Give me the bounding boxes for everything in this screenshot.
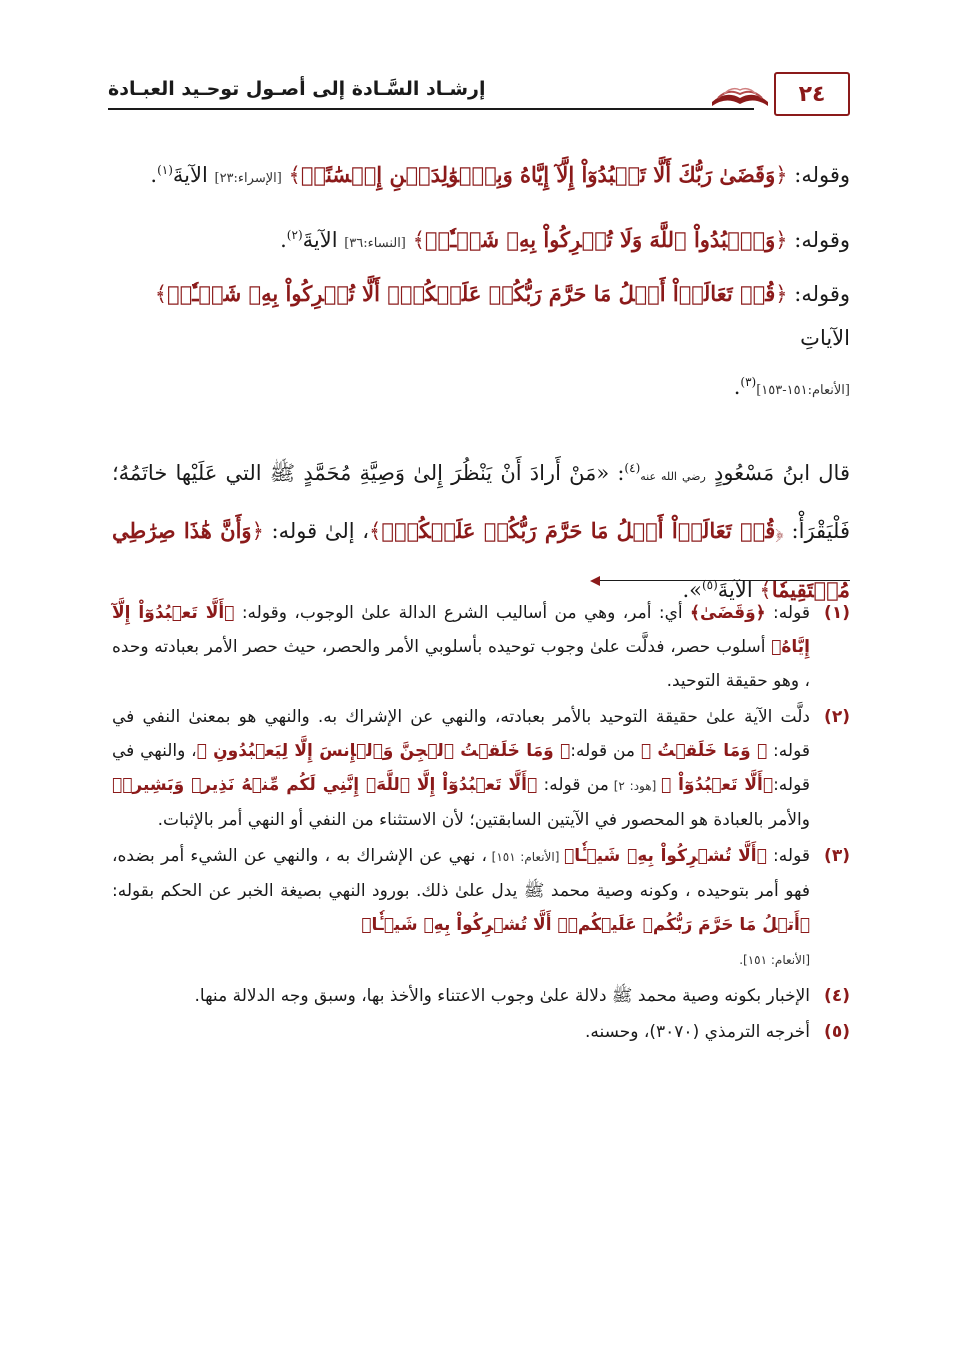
quran-text: ﴿أَلَّا تَعۡبُدُوٓاْ ﴾ bbox=[661, 775, 774, 795]
quran-open-bracket: ﴿ bbox=[775, 163, 788, 187]
fn-text: من قوله: bbox=[570, 741, 641, 761]
honorific: رضي الله عنه bbox=[640, 470, 706, 483]
quran-close-bracket: ﴾ bbox=[369, 519, 382, 543]
verse-reference: [الأنعام: ١٥١]. bbox=[739, 953, 810, 967]
fn-text: والأمر بالعبادة هو المحصور في الآيتين السابقتين؛ لأن الاستثناء من النفي أو النهي أمر بالإثبات. bbox=[157, 810, 810, 830]
honorific: ﷺ bbox=[269, 461, 296, 485]
verse-intro: وقوله: bbox=[787, 163, 850, 187]
footnote-number: (٥) bbox=[824, 1022, 850, 1042]
fn-text: دلالة علىٰ وجوب الاعتناء والأخذ بها، وسبق وجه الدلالة منها. bbox=[194, 986, 612, 1006]
para-text: ، إلىٰ قوله: bbox=[263, 519, 370, 543]
page-header bbox=[108, 70, 850, 116]
fn-text: أي: أمر، وهي من أساليب الشرع الدالة علىٰ الوجوب، وقوله: bbox=[234, 603, 691, 623]
quran-text: ﴿أَلَّا تُشۡرِكُواْ بِهِۦ شَيۡـٔٗا﴾ bbox=[564, 846, 767, 866]
quran-open-bracket: ﴿ bbox=[775, 282, 788, 306]
footnote-number: (١) bbox=[824, 603, 850, 623]
ibn-masud-paragraph bbox=[112, 441, 850, 617]
fn-text: الإخبار بكونه وصية محمد bbox=[632, 986, 810, 1006]
quran-close-bracket: ﴾ bbox=[412, 228, 425, 252]
quran-text: ﴿أَلَّا تَعۡبُدُوٓاْ إِلَّآ إِيَّاهُ﴾ bbox=[112, 603, 810, 657]
separator-arrow-icon bbox=[590, 576, 600, 586]
quran-text: ﴿وَقَضَىٰ﴾ bbox=[690, 603, 766, 623]
footnote-separator bbox=[590, 576, 850, 586]
fn-text: أخرجه الترمذي (٣٠٧٠)، وحسنه. bbox=[584, 1022, 810, 1042]
header-rule bbox=[108, 108, 754, 110]
open-book-icon bbox=[708, 80, 772, 110]
verse-tail: الآيةَ bbox=[172, 163, 215, 187]
para-text: : «مَنْ أَرادَ أَنْ يَنْظُرَ إِلىٰ وَصِيَّةِ مُحَمَّدٍ bbox=[295, 461, 625, 485]
para-text: التي عَلَيْها خاتَمُهُ؛ فَلْيَقْرَأْ: bbox=[112, 461, 851, 543]
verse-end: . bbox=[733, 375, 741, 399]
fn-text: ، والنهي في قوله: bbox=[112, 741, 810, 795]
main-text bbox=[112, 142, 850, 617]
footnote-number: (٤) bbox=[824, 986, 850, 1006]
honorific: ﷺ bbox=[523, 881, 545, 901]
separator-line bbox=[598, 580, 850, 581]
footnote-5 bbox=[112, 1015, 850, 1049]
footnote-marker: (٣) bbox=[740, 375, 757, 389]
quran-close-bracket: ﴾ bbox=[759, 578, 772, 602]
verse-intro: وقوله: bbox=[787, 228, 850, 252]
footnote-2 bbox=[112, 700, 850, 837]
fn-text: ، نهي عن الإشراك به ، والنهي عن الشيء أمر بضده، فهو أمر بتوحيده ، وكونه وصية محمد bbox=[112, 846, 810, 901]
verse-tail: الآيةَ bbox=[302, 228, 345, 252]
verse-end: . bbox=[280, 228, 287, 252]
para-text: ». bbox=[682, 578, 702, 602]
footnote-marker: (١) bbox=[157, 163, 173, 177]
footnotes bbox=[112, 596, 850, 1051]
footnote-marker: (٤) bbox=[624, 461, 641, 475]
verse-end: . bbox=[150, 163, 158, 187]
fn-text: أسلوب حصر، فدلَّت علىٰ وجوب توحيده بأسلوبي الأمر والحصر، حيث حصر الأمر بعبادته وحده ، وهو حقيقة التوحيد. bbox=[112, 637, 810, 691]
quran-text: قُلۡ تَعَالَوۡاْ أَتۡلُ مَا حَرَّمَ رَبُّكُمۡ عَلَيۡكُمۡۖ أَلَّا تُشۡرِكُواْ بِهِۦ شَيۡـٔٗاۖ bbox=[167, 281, 776, 306]
verse-intro: وقوله: bbox=[787, 282, 850, 306]
fn-text: قوله: bbox=[765, 603, 810, 623]
footnote-marker: (٢) bbox=[286, 228, 303, 242]
footnote-marker: (٥) bbox=[701, 578, 718, 592]
running-title: إرشـاد السَّـادة إلى أصـول توحـيد العبـادة bbox=[108, 78, 486, 100]
verse-reference: [الأنعام: ١٥١] bbox=[487, 850, 565, 864]
footnote-number: (٢) bbox=[824, 707, 850, 727]
para-text: الآيةَ bbox=[717, 578, 760, 602]
footnote-number: (٣) bbox=[824, 846, 850, 866]
quran-close-bracket: ﴾ bbox=[288, 163, 301, 187]
page-number bbox=[774, 72, 850, 116]
verse-line-3 bbox=[112, 272, 850, 413]
quran-close-bracket: ﴾ bbox=[154, 282, 168, 306]
quran-text: ﴿ وَمَا خَلَقۡتُ ٱلۡجِنَّ وَٱلۡإِنسَ إِلَّا لِيَعۡبُدُونِ ﴾ bbox=[196, 741, 571, 761]
verse-line-2 bbox=[112, 207, 850, 272]
footnote-1 bbox=[112, 596, 850, 698]
footnote-3 bbox=[112, 839, 850, 977]
quran-open-bracket: ﴿ bbox=[251, 519, 264, 543]
quran-text: قُلۡ تَعَالَوۡاْ أَتۡلُ مَا حَرَّمَ رَبُّكُمۡ عَلَيۡكُمۡۖ bbox=[381, 518, 776, 543]
quran-open-bracket: ﴿ bbox=[775, 228, 788, 252]
fn-text: قوله: bbox=[766, 846, 810, 866]
verse-tail: الآياتِ bbox=[800, 326, 850, 350]
para-text: قال ابنُ مَسْعُودٍ bbox=[705, 461, 850, 485]
verse-reference: [الإسراء:٢٣] bbox=[214, 171, 282, 186]
quran-text: ﴿ وَمَا خَلَقۡتُ ﴾ bbox=[640, 741, 768, 761]
quran-text: وَٱعۡبُدُواْ ٱللَّهَ وَلَا تُشۡرِكُواْ بِهِۦ شَيۡـٔٗاۖ bbox=[424, 227, 776, 252]
verse-reference: [هود: ٢] bbox=[608, 779, 662, 793]
fn-text: من قوله: bbox=[537, 775, 609, 795]
verse-line-1 bbox=[112, 142, 850, 207]
quran-text: ﴿أَتۡلُ مَا حَرَّمَ رَبُّكُمۡ عَلَيۡكُمۡۖ أَلَّا تُشۡرِكُواْ بِهِۦ شَيۡـٔٗا﴾ bbox=[361, 915, 810, 935]
page-number-text: ٢٤ bbox=[798, 81, 826, 107]
honorific: ﷺ bbox=[611, 986, 633, 1006]
fn-text: يدل علىٰ ذلك. بورود النهي بصيغة الخبر عن الحكم بقوله: bbox=[112, 881, 524, 901]
quran-open-bracket: ﴿ bbox=[775, 519, 784, 543]
verse-reference: [الأنعام:١٥١-١٥٣] bbox=[756, 383, 850, 398]
quran-text: ﴿أَلَّا تَعۡبُدُوٓاْ إِلَّا ٱللَّهَۚ إِنَّنِي لَكُم مِّنۡهُ نَذِيرٞ وَبَشِيرٞ﴾ bbox=[112, 775, 538, 795]
fn-text: دلَّت الآية علىٰ حقيقة التوحيد بالأمر بعبادته، والنهي عن الإشراك به. والنهي هو بمعنىٰ النفي في قوله: bbox=[112, 707, 810, 761]
quran-text: وَقَضَىٰ رَبُّكَ أَلَّا تَعۡبُدُوٓاْ إِلَّآ إِيَّاهُ وَبِٱلۡوَٰلِدَيۡنِ إِحۡسَٰنًاۚ bbox=[300, 162, 776, 187]
verse-reference: [النساء:٣٦] bbox=[344, 236, 406, 251]
quran-text: وَأَنَّ هَٰذَا صِرَٰطِي مُسۡتَقِيمٗا bbox=[112, 518, 850, 602]
footnote-4 bbox=[112, 979, 850, 1013]
